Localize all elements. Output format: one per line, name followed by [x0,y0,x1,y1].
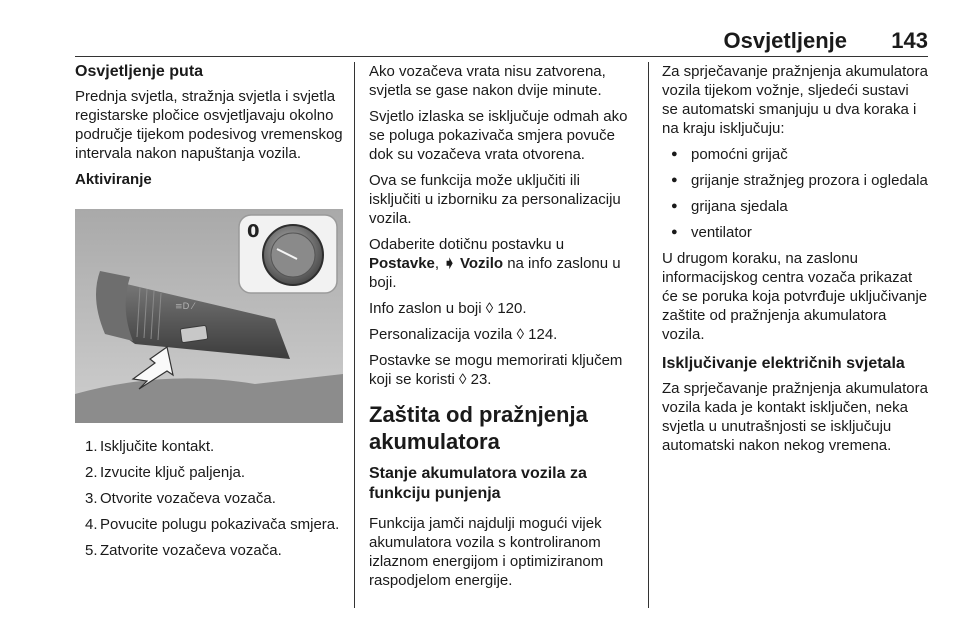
column-3 [662,62,928,462]
arrow-icon: ➧ [443,255,456,272]
subheading: Aktiviranje [75,171,152,188]
list-item: ● ventilator [662,223,928,242]
cross-reference[interactable]: Postavke se mogu memorirati ključem koji se koristi ◊ 23. [369,352,623,388]
paragraph: Za sprječavanje pražnjenja akumulatora vozila kada je kontakt isključen, neka svjetla u unutrašnjosti se isključuju automatski nakon nekog vremena. [662,380,928,454]
list-item: 2. Izvucite ključ paljenja. [85,464,246,481]
menu-path-vehicle: Vozilo [459,255,504,272]
steps-list [75,437,343,560]
paragraph: Svjetlo izlaska se isključuje odmah ako se poluga pokazivača smjera povuče dok su vozačeva vrata otvorena. [369,108,628,163]
column-1 [75,62,343,567]
paragraph: U drugom koraku, na zaslonu informacijskog centra vozača prikazat će se poruka koja potvrđuje uključivanje zaštite od pražnjenja akumulatora vozila. [662,250,928,343]
cross-reference[interactable]: Info zaslon u boji ◊ 120. [369,300,527,317]
paragraph: Odaberite dotičnu postavku u Postavke, ➧ Vozilo na info zaslonu u boji. [369,236,621,291]
lever-button [180,325,208,342]
list-item: ● grijana sjedala [662,197,928,216]
section-heading: Osvjetljenje puta [75,63,204,80]
list-item: 1. Isključite kontakt. [85,438,215,455]
paragraph: Ova se funkcija može uključiti ili isključiti u izborniku za personalizaciju vozila. [369,172,621,227]
header-rule [75,56,928,57]
paragraph: Prednja svjetla, stražnja svjetla i svjetla registarske pločice osvjetljavaju okolno područje tijekom podesivog vremenskog intervala nakon napuštanja vozila. [75,88,343,162]
list-item: 5. Zatvorite vozačeva vozača. [85,542,282,559]
list-item: ● grijanje stražnjeg prozora i ogledala [662,171,928,190]
cross-reference[interactable]: Personalizacija vozila ◊ 124. [369,326,558,343]
page-header [0,28,960,52]
list-item: 4. Povucite polugu pokazivača smjera. [85,516,340,533]
lever-symbol: ≡D ⁄ [175,302,194,312]
menu-path-settings: Postavke [369,255,435,272]
ignition-knob-inner [271,233,315,277]
column-divider [354,62,355,608]
list-item: ● pomoćni grijač [662,145,928,164]
ignition-position-label: 0 [247,221,260,242]
paragraph: Ako vozačeva vrata nisu zatvorena, svjetla se gase nakon dvije minute. [369,63,606,99]
section-heading: Zaštita od pražnjenja akumulatora [369,402,588,454]
section-heading: Isključivanje električnih svjetala [662,355,905,372]
turn-signal-lever-illustration [75,209,343,423]
column-divider [648,62,649,608]
page-number: 143 [891,28,928,53]
bullet-list [662,145,928,242]
column-2 [369,62,635,597]
page-header-title: Osvjetljenje [723,28,847,53]
subheading: Stanje akumulatora vozila za funkciju punjenja [369,465,587,502]
paragraph: Za sprječavanje pražnjenja akumulatora vozila tijekom vožnje, sljedeći sustavi se automatski smanjuju u dva koraka i na kraju isključuju: [662,63,928,137]
list-item: 3. Otvorite vozačeva vozača. [85,490,276,507]
paragraph: Funkcija jamči najdulji mogući vijek akumulatora vozila s kontroliranom izlaznom energijom i optimiziranom raspodjelom energije. [369,515,604,589]
